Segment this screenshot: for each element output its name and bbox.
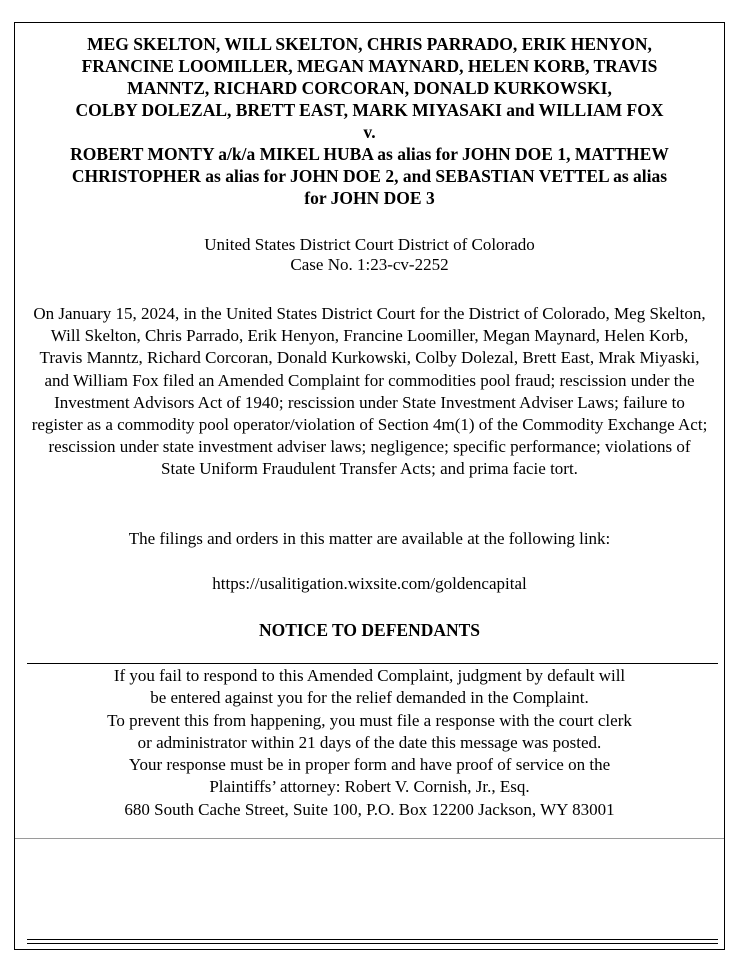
- plaintiffs-line: FRANCINE LOOMILLER, MEGAN MAYNARD, HELEN KORB, TRAVIS: [81, 56, 658, 76]
- versus-label: v.: [363, 122, 376, 142]
- divider-line: [27, 663, 718, 664]
- notice-line: be entered against you for the relief demanded in the Complaint.: [150, 688, 589, 708]
- divider-line: [27, 943, 718, 944]
- address-line: 680 South Cache Street, Suite 100, P.O. Box 12200 Jackson, WY 83001: [124, 799, 615, 819]
- notice-line: Your response must be in proper form and have proof of service on the: [128, 755, 611, 775]
- attorney-line: Plaintiffs’ attorney: Robert V. Cornish, Jr., Esq.: [209, 777, 530, 797]
- complaint-paragraph: On January 15, 2024, in the United States District Court for the District of Colorado, Meg Skelton, Will Skelton, Chris Parrado, Erik Henyon, Francine Loomiller, Megan Maynard, Helen Korb, Travis Manntz, Richard Corcoran, Donald Kurkowski, Colby Dolezal, Brett East, Mrak Miyaski, and William Fox filed an Amended Complaint for commodities pool fraud; rescission under the Investment Advisors Act of 1940; rescission under State Investment Adviser Laws; failure to register as a commodity pool operator/violation of Section 4m(1) of the Commodity Exchange Act; rescission under state investment adviser laws; negligence; specific performance; violations of State Uniform Fraudulent Transfer Acts; and prima facie tort.: [31, 304, 708, 479]
- plaintiffs-line: MEG SKELTON, WILL SKELTON, CHRIS PARRADO, ERIK HENYON,: [87, 34, 652, 54]
- notice-heading: NOTICE TO DEFENDANTS: [258, 620, 481, 640]
- divider-line: [15, 838, 724, 839]
- defendants-line: ROBERT MONTY a/k/a MIKEL HUBA as alias for JOHN DOE 1, MATTHEW: [70, 144, 669, 164]
- notice-frame: [14, 22, 725, 950]
- plaintiffs-line: MANNTZ, RICHARD CORCORAN, DONALD KURKOWSKI,: [127, 78, 612, 98]
- divider-line: [27, 939, 718, 940]
- defendants-line: CHRISTOPHER as alias for JOHN DOE 2, and SEBASTIAN VETTEL as alias: [71, 166, 668, 186]
- notice-line: To prevent this from happening, you must file a response with the court clerk: [107, 710, 632, 730]
- notice-line: or administrator within 21 days of the date this message was posted.: [137, 732, 602, 752]
- filings-link[interactable]: https://usalitigation.wixsite.com/goldencapital: [212, 574, 527, 593]
- filings-text: The filings and orders in this matter are available at the following link:: [128, 529, 611, 548]
- notice-line: If you fail to respond to this Amended Complaint, judgment by default will: [113, 666, 626, 685]
- defendants-line: for JOHN DOE 3: [304, 188, 435, 208]
- court-info: [15, 235, 724, 275]
- court-name: United States District Court District of Colorado: [204, 235, 535, 254]
- plaintiffs-line: COLBY DOLEZAL, BRETT EAST, MARK MIYASAKI and WILLIAM FOX: [75, 100, 664, 120]
- case-caption: [15, 33, 724, 209]
- case-number: Case No. 1:23-cv-2252: [290, 255, 449, 274]
- notice-body: [15, 665, 724, 821]
